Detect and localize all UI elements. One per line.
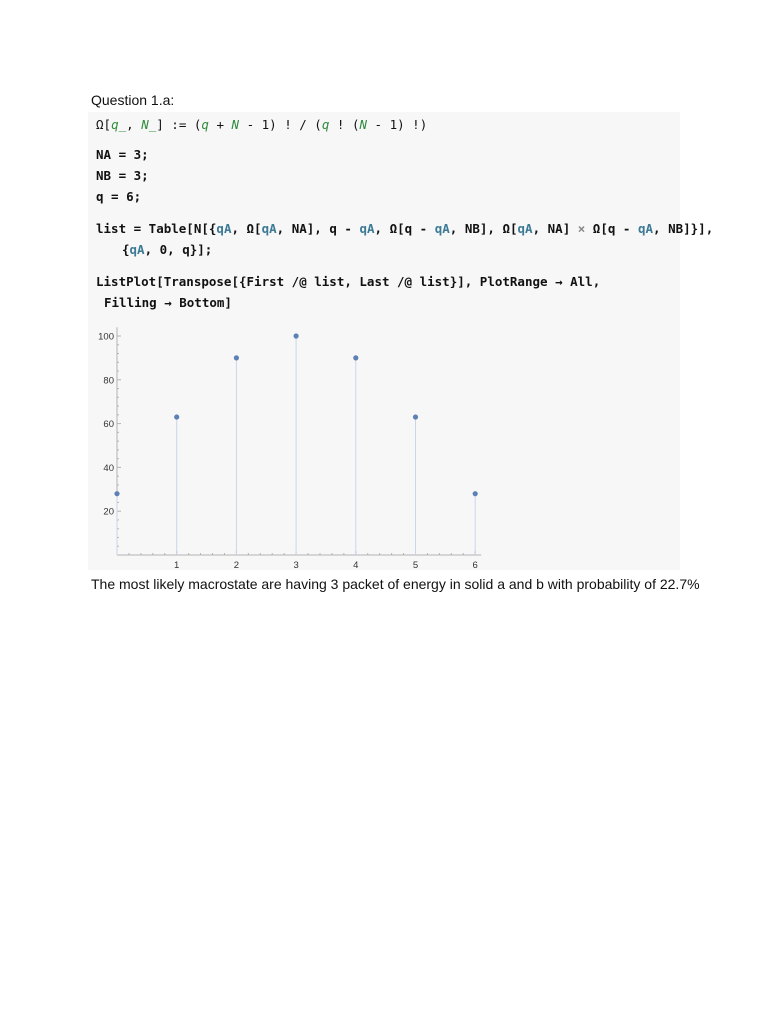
list-plot xyxy=(88,318,498,573)
table-line-1: list = Table[N[{qA, Ω[qA, NA], q - qA, Ω[q - qA, NB], Ω[qA, NA] × Ω[q - qA, NB]}], xyxy=(96,221,714,236)
y-tick-label: 40 xyxy=(103,462,114,474)
q-assignment: q = 6; xyxy=(96,189,142,204)
y-tick-label: 20 xyxy=(103,506,114,518)
data-point xyxy=(413,414,418,419)
listplot-line-2: Filling → Bottom] xyxy=(104,295,232,310)
data-point xyxy=(473,491,478,496)
data-point xyxy=(234,355,239,360)
listplot-line-1: ListPlot[Transpose[{First /@ list, Last /@ list}], PlotRange → All, xyxy=(96,274,601,289)
x-tick-label: 2 xyxy=(233,560,240,571)
data-point xyxy=(174,414,179,419)
plot-container xyxy=(88,318,498,578)
x-tick-label: 5 xyxy=(412,560,419,571)
x-tick-label: 6 xyxy=(472,560,478,571)
y-tick-label: 80 xyxy=(103,375,114,387)
y-tick-label: 60 xyxy=(103,419,114,431)
y-tick-label: 100 xyxy=(98,331,114,343)
omega-definition: Ω[q_, N_] := (q + N - 1) ! / (q ! (N - 1) !) xyxy=(96,117,428,132)
answer-text: The most likely macrostate are having 3 packet of energy in solid a and b with probability of 22.7% xyxy=(91,576,700,592)
data-point xyxy=(353,355,358,360)
x-tick-label: 3 xyxy=(293,560,299,571)
table-line-2: {qA, 0, q}]; xyxy=(122,242,213,257)
data-point xyxy=(114,491,119,496)
data-point xyxy=(294,333,299,338)
na-assignment: NA = 3; xyxy=(96,147,149,162)
x-tick-label: 4 xyxy=(353,560,359,571)
question-label: Question 1.a: xyxy=(91,92,175,108)
nb-assignment: NB = 3; xyxy=(96,168,149,183)
x-tick-label: 1 xyxy=(174,560,180,571)
